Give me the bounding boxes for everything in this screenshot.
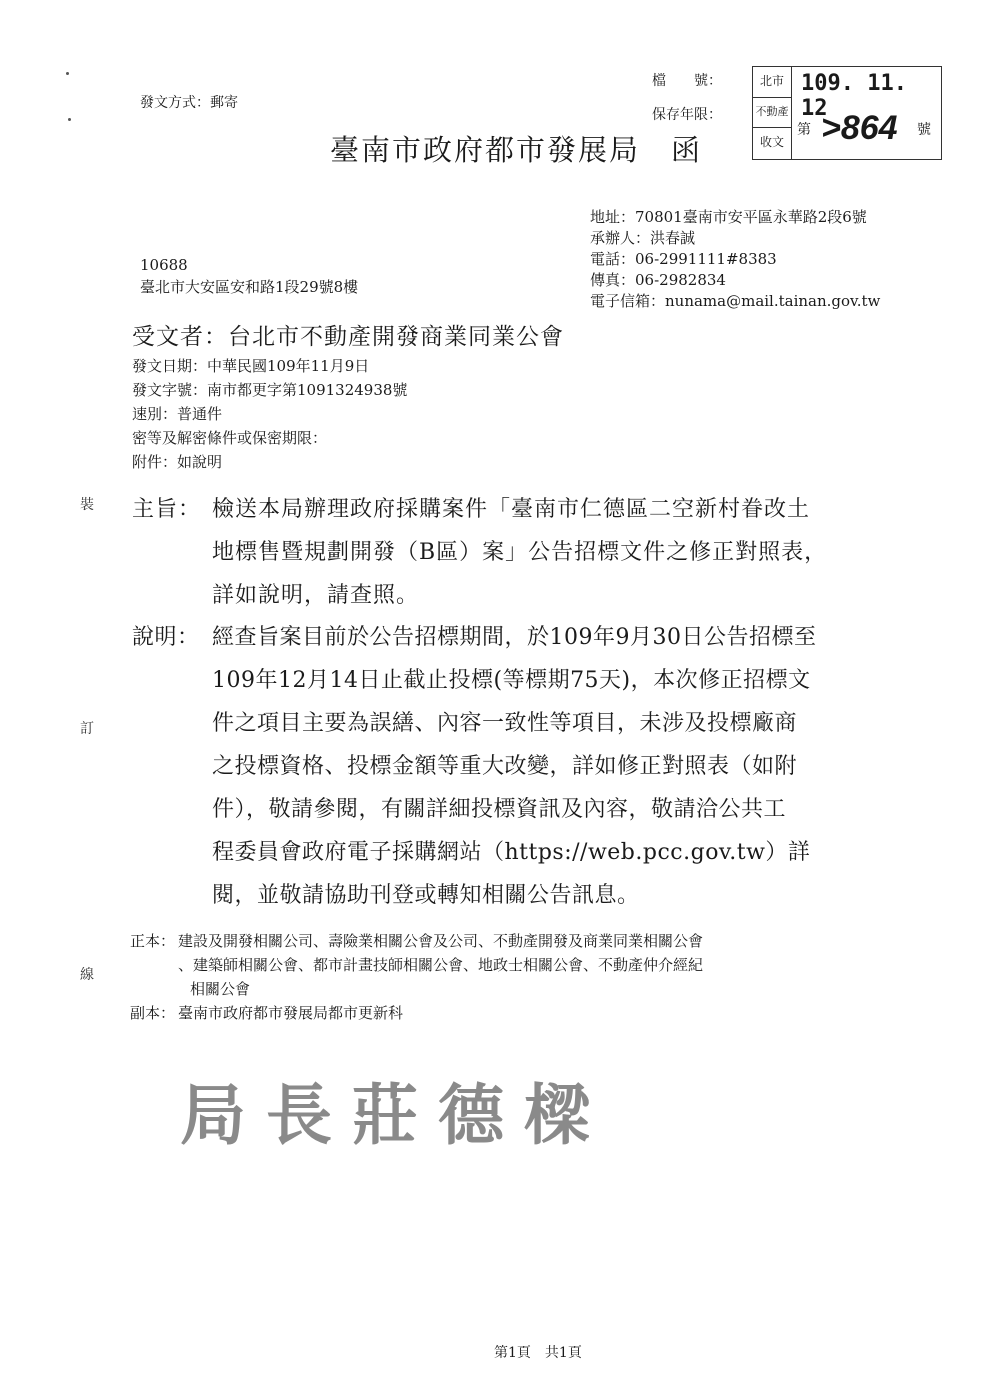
subject-line: 地標售暨規劃開發（B區）案」公告招標文件之修正對照表， [212,540,828,565]
issue-date: 發文日期：中華民國109年11月9日 [132,357,370,375]
copy-recipient: 臺南市政府都市發展局都市更新科 [178,1004,404,1022]
receipt-stamp [752,66,942,160]
explanation-line: 109年12月14日止截止投標(等標期75天)，本次修正招標文 [212,668,811,693]
scan-dot [68,118,71,121]
recipient-postal-code: 10688 [140,256,188,274]
explanation-line: 件之項目主要為誤繕、內容一致性等項目，未涉及投標廠商 [212,711,798,736]
original-line: 、建築師相關公會、都市計畫技師相關公會、地政士相關公會、不動產仲介經紀 [178,956,704,974]
explanation-label: 說明： [132,625,200,650]
subject-line: 檢送本局辦理政府採購案件「臺南市仁德區二空新村眷改土 [212,497,811,522]
attachment: 附件：如說明 [132,453,223,471]
stamp-no-prefix: 第 [797,122,811,138]
file-number-label: 檔 號： [652,73,722,89]
stamp-no-suffix: 號 [917,122,931,138]
explanation-line: 程委員會政府電子採購網站（https://web.pcc.gov.tw）詳 [212,840,811,865]
stamp-label-city: 北市 [753,67,792,98]
scan-dot [66,72,69,75]
binding-mark-xian: 線 [80,967,94,983]
delivery-speed: 速別：普通件 [132,405,223,423]
explanation-line: 之投標資格、投標金額等重大改變，詳如修正對照表（如附 [212,754,798,779]
subject-label: 主旨： [132,497,202,522]
stamp-label-realestate: 不動產 [753,97,792,128]
retention-label: 保存年限： [652,107,722,123]
delivery-method: 發文方式：郵寄 [140,95,238,111]
sender-handler: 承辦人：洪春誠 [590,229,696,247]
document-title: 臺南市政府都市發展局 函 [330,133,703,167]
explanation-line: 件），敬請參閱，有關詳細投標資訊及內容，敬請洽公共工 [212,797,787,822]
sender-fax: 傳真：06-2982834 [590,271,726,289]
original-line: 相關公會 [190,980,251,998]
original-label: 正本： [130,932,176,950]
stamp-label-received: 收文 [753,127,792,159]
sender-address: 地址：70801臺南市安平區永華路2段6號 [590,208,867,226]
page-number: 第1頁 共1頁 [494,1345,582,1361]
director-signature: 局長莊德樑 [180,1076,610,1154]
secrecy-level: 密等及解密條件或保密期限： [132,429,328,447]
sender-phone: 電話：06-2991111#8383 [590,250,777,268]
binding-mark-zhuang: 裝 [80,497,94,513]
issue-number: 發文字號：南市都更字第1091324938號 [132,381,408,399]
explanation-line: 閱，並敬請協助刊登或轉知相關公告訊息。 [212,883,640,908]
explanation-line: 經查旨案目前於公告招標期間，於109年9月30日公告招標至 [212,625,817,650]
copy-label: 副本： [130,1004,176,1022]
original-line: 建設及開發相關公司、壽險業相關公會及公司、不動產開發及商業同業相關公會 [178,932,704,950]
recipient-address: 臺北市大安區安和路1段29號8樓 [140,278,359,296]
addressee: 受文者：台北市不動產開發商業同業公會 [132,324,564,350]
stamp-number: >864 [821,109,898,147]
subject-line: 詳如說明，請查照。 [212,583,420,608]
stamp-date: 109. 11. 12 [801,71,907,121]
binding-mark-ding: 訂 [80,721,94,737]
sender-email: 電子信箱：nunama@mail.tainan.gov.tw [590,292,881,310]
